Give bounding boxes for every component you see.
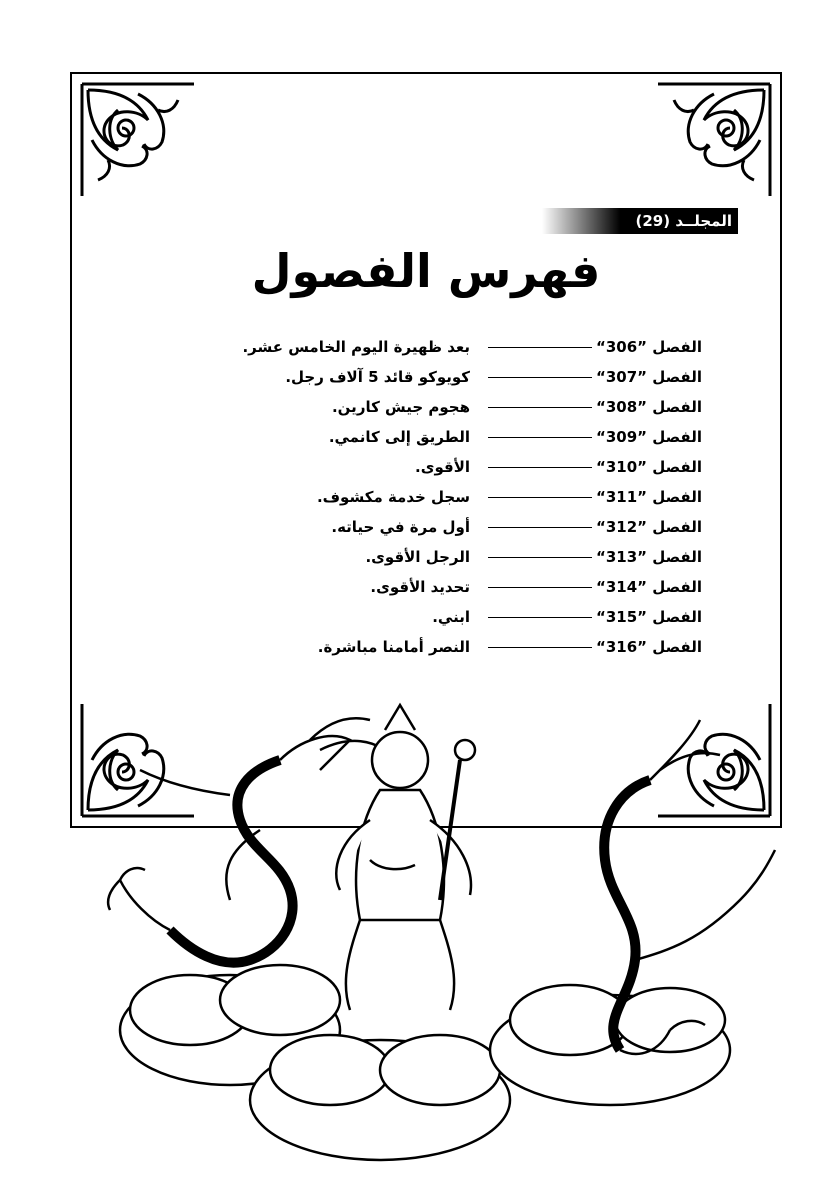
leader-line bbox=[488, 437, 592, 438]
chapter-title: الأقوى. bbox=[415, 458, 470, 476]
leader-line bbox=[488, 497, 592, 498]
page-title: فهرس الفصول bbox=[251, 244, 601, 298]
toc-row bbox=[242, 542, 702, 572]
chapter-number: الفصل ”316“ bbox=[596, 638, 702, 656]
chapter-title: النصر أمامنا مباشرة. bbox=[317, 638, 470, 656]
leader-line bbox=[488, 347, 592, 348]
chapter-title: سجل خدمة مكشوف. bbox=[316, 488, 470, 506]
leader-line bbox=[488, 377, 592, 378]
chapter-number: الفصل ”312“ bbox=[596, 518, 702, 536]
dragon-rider-illustration bbox=[80, 700, 780, 1180]
table-of-contents bbox=[242, 332, 702, 662]
chapter-number: الفصل ”314“ bbox=[596, 578, 702, 596]
chapter-number: الفصل ”310“ bbox=[596, 458, 702, 476]
chapter-title: تحديد الأقوى. bbox=[370, 578, 470, 596]
volume-label: المجلــد bbox=[675, 212, 732, 230]
leader-line bbox=[488, 467, 592, 468]
leader-line bbox=[488, 617, 592, 618]
volume-number: (29) bbox=[635, 212, 671, 230]
corner-ornament-top-right bbox=[654, 80, 774, 200]
chapter-number: الفصل ”315“ bbox=[596, 608, 702, 626]
toc-row bbox=[242, 362, 702, 392]
chapter-title: ابني. bbox=[432, 608, 470, 626]
chapter-number: الفصل ”306“ bbox=[596, 338, 702, 356]
leader-line bbox=[488, 527, 592, 528]
toc-row bbox=[242, 452, 702, 482]
chapter-title: أول مرة في حياته. bbox=[331, 518, 470, 536]
cloud-group bbox=[120, 965, 730, 1160]
chapter-title: كويوكو قائد 5 آلاف رجل. bbox=[285, 368, 470, 386]
child-figure[interactable] bbox=[336, 705, 475, 1010]
chapter-title: هجوم جيش كارين. bbox=[331, 398, 470, 416]
leader-line bbox=[488, 647, 592, 648]
toc-row bbox=[242, 572, 702, 602]
chapter-number: الفصل ”309“ bbox=[596, 428, 702, 446]
chapter-title: الرجل الأقوى. bbox=[365, 548, 470, 566]
toc-row bbox=[242, 632, 702, 662]
toc-row bbox=[242, 392, 702, 422]
leader-line bbox=[488, 557, 592, 558]
leader-line bbox=[488, 407, 592, 408]
chapter-number: الفصل ”307“ bbox=[596, 368, 702, 386]
chapter-number: الفصل ”308“ bbox=[596, 398, 702, 416]
volume-banner bbox=[542, 208, 738, 234]
chapter-title: بعد ظهيرة اليوم الخامس عشر. bbox=[242, 338, 470, 356]
chapter-title: الطريق إلى كانمي. bbox=[328, 428, 470, 446]
toc-row bbox=[242, 422, 702, 452]
toc-row bbox=[242, 512, 702, 542]
leader-line bbox=[488, 587, 592, 588]
corner-ornament-top-left bbox=[78, 80, 198, 200]
toc-row bbox=[242, 482, 702, 512]
chapter-number: الفصل ”313“ bbox=[596, 548, 702, 566]
toc-row bbox=[242, 332, 702, 362]
toc-row bbox=[242, 602, 702, 632]
chapter-number: الفصل ”311“ bbox=[596, 488, 702, 506]
